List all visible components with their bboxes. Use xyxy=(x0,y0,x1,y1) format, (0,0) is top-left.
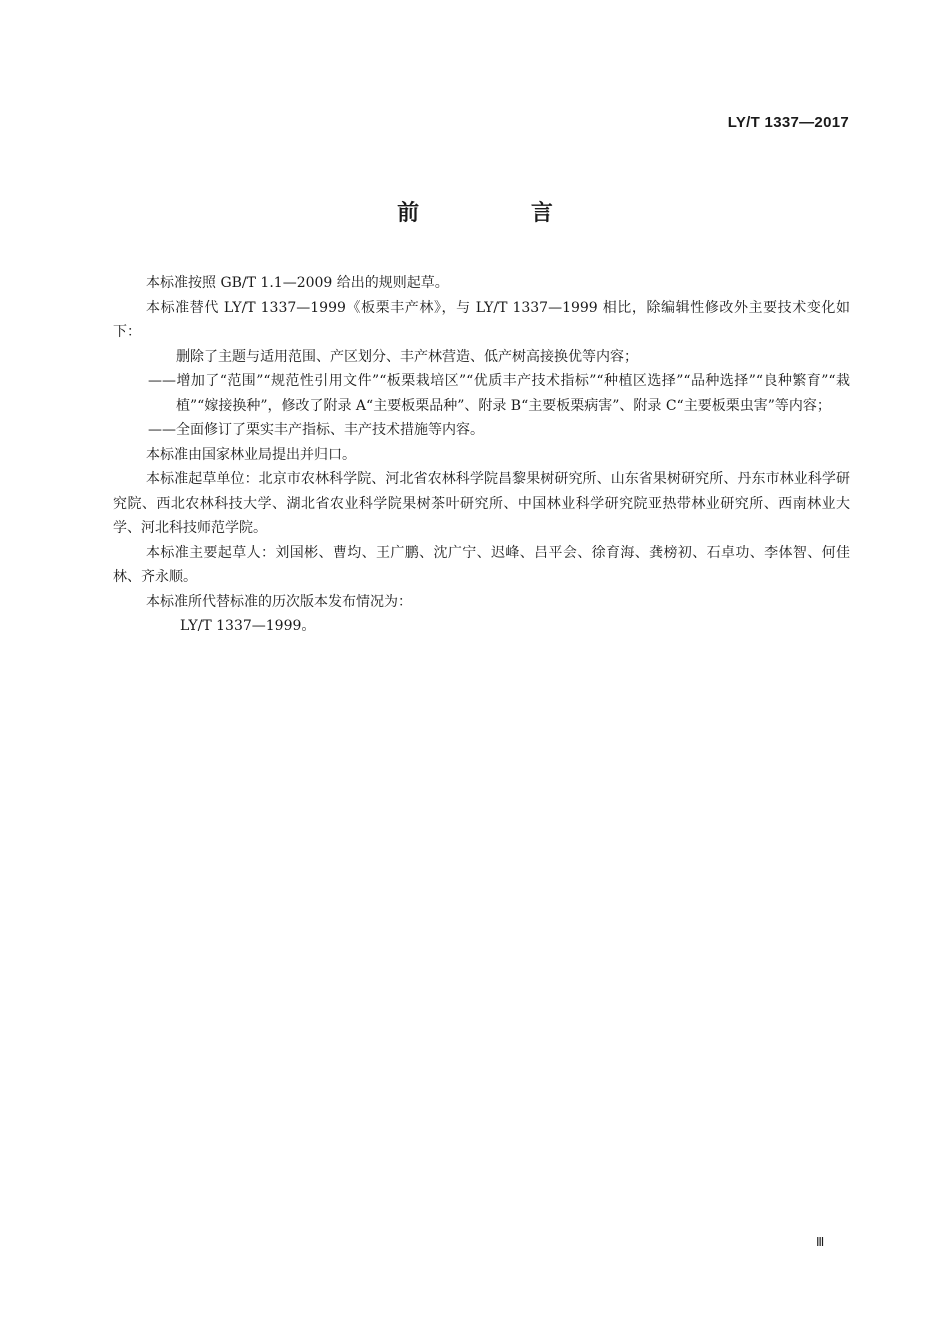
foreword-body xyxy=(113,271,850,639)
list-item-text: 删除了主题与适用范围、产区划分、丰产林营造、低产树高接换优等内容； xyxy=(176,348,638,365)
paragraph-proposer: 本标准由国家林业局提出并归口。 xyxy=(146,446,356,463)
page-title: 前 言 xyxy=(397,201,605,226)
history-version: LY/T 1337—1999。 xyxy=(180,618,316,634)
list-item-text: 全面修订了栗实丰产指标、丰产技术措施等内容。 xyxy=(176,422,484,438)
dash-marker: —— xyxy=(148,373,176,389)
list-item xyxy=(113,345,850,370)
paragraph-drafting-rules: 本标准按照 GB/T 1.1—2009 给出的规则起草。 xyxy=(146,275,449,291)
paragraph-drafting-units: 本标准起草单位：北京市农林科学院、河北省农林科学院昌黎果树研究所、山东省果树研究所、丹东市林业科学研究院、西北农林科技大学、湖北省农业科学院果树茶叶研究所、中国林业科学研究院亚热带林业研究所、西南林业大学、河北科技师范学院。 xyxy=(113,471,850,536)
paragraph-drafters: 本标准主要起草人：刘国彬、曹均、王广鹏、沈广宁、迟峰、吕平会、徐育海、龚榜初、石卓功、李体智、何佳林、齐永顺。 xyxy=(113,544,850,585)
page-number: Ⅲ xyxy=(816,1235,825,1249)
paragraph-replacement: 本标准替代 LY/T 1337—1999《板栗丰产林》，与 LY/T 1337—1999 相比，除编辑性修改外主要技术变化如下： xyxy=(113,299,850,340)
paragraph-history-intro: 本标准所代替标准的历次版本发布情况为： xyxy=(146,593,412,610)
changes-list xyxy=(113,345,850,443)
list-item-text: 增加了“范围”“规范性引用文件”“板栗栽培区”“优质丰产技术指标”“种植区选择”“品种选择”“良种繁育”“栽植”“嫁接换种”，修改了附录 A“主要板栗品种”、附录 B“主要板栗病害”、附录 C“主要板栗虫害”等内容； xyxy=(176,373,850,414)
dash-marker: —— xyxy=(148,422,176,438)
list-item xyxy=(113,369,850,418)
document-code: LY/T 1337—2017 xyxy=(727,114,849,131)
list-item xyxy=(113,418,850,443)
